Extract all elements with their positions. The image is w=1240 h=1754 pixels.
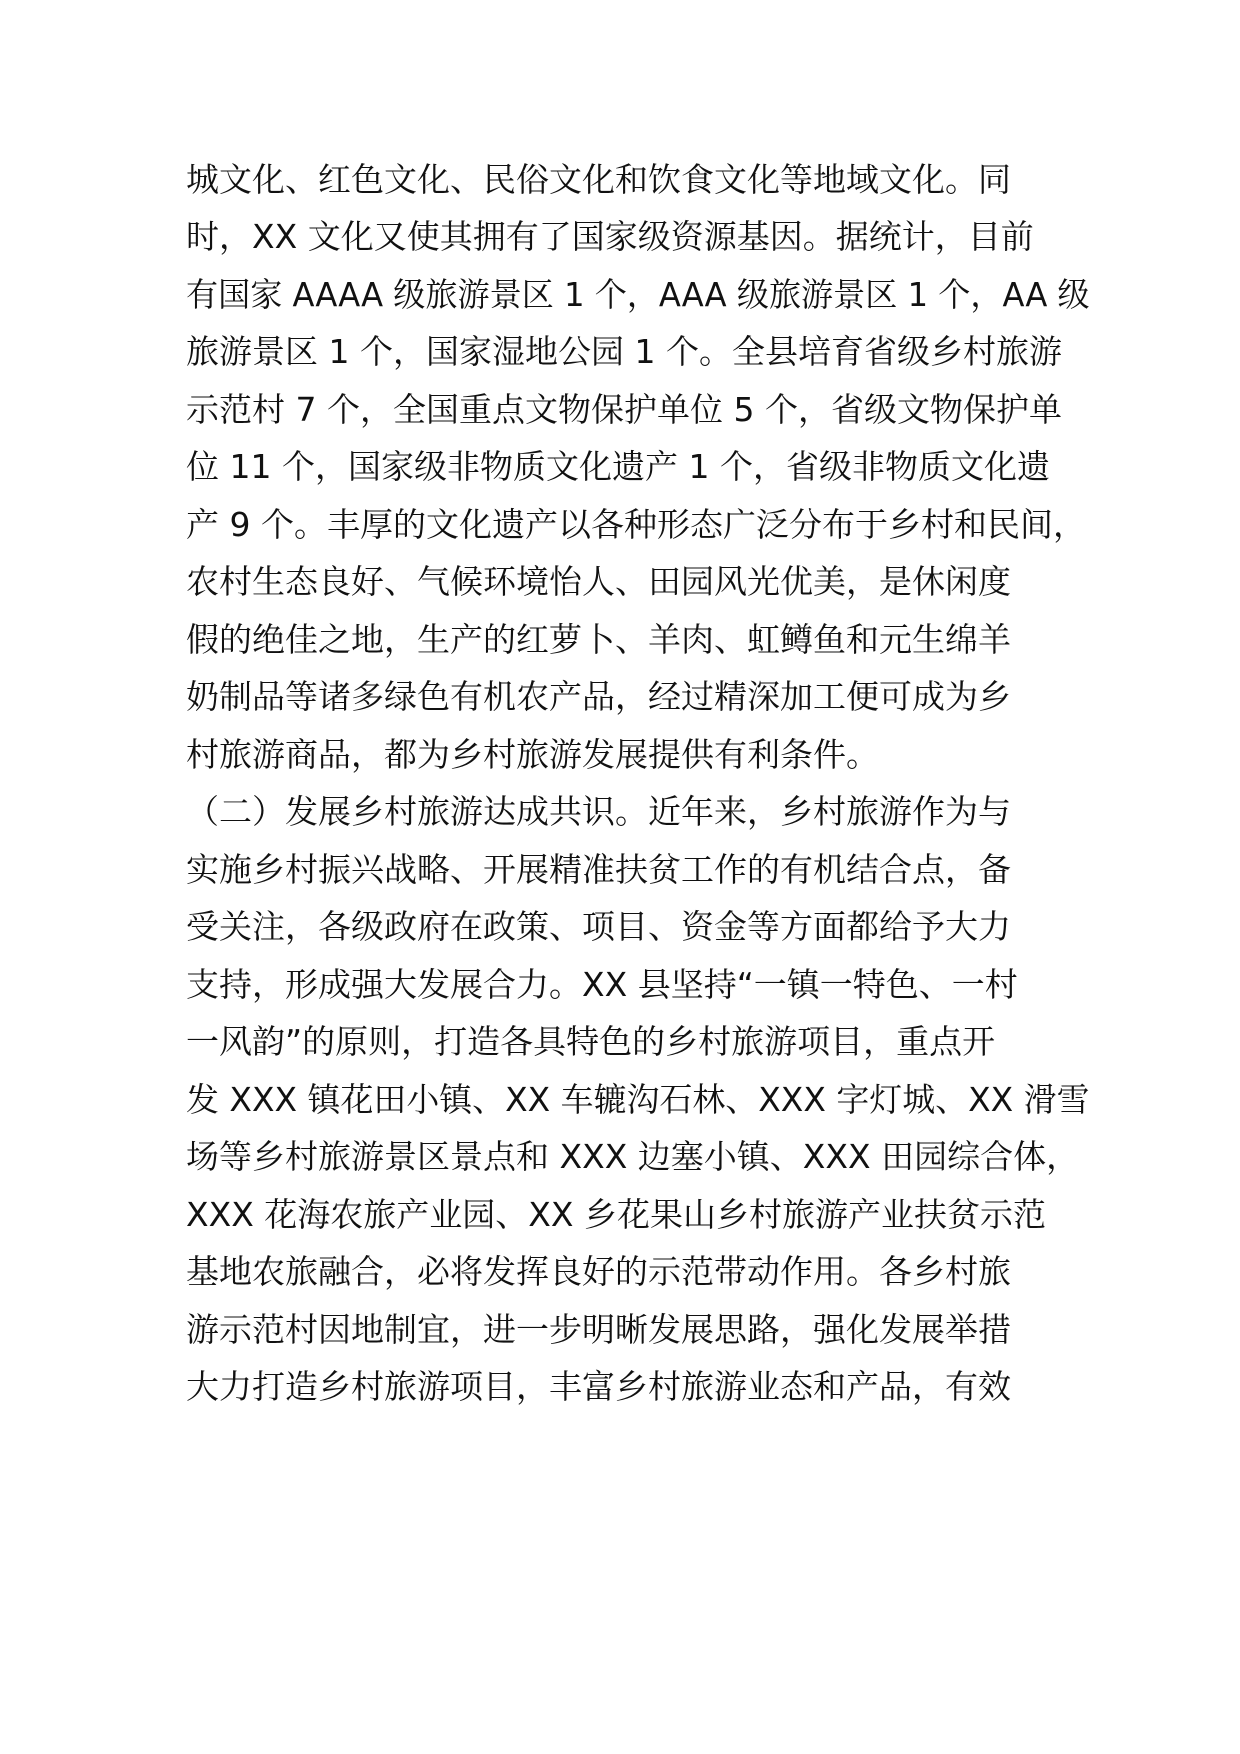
text-line: 实施乡村振兴战略、开展精准扶贫工作的有机结合点，备	[186, 850, 1011, 889]
text-line: 位 11 个，国家级非物质文化遗产 1 个，省级非物质文化遗	[186, 447, 1050, 486]
text-line: 大力打造乡村旅游项目，丰富乡村旅游业态和产品，有效	[186, 1367, 1011, 1406]
text-line: 产 9 个。丰厚的文化遗产以各种形态广泛分布于乡村和民间，	[186, 505, 1086, 544]
text-line: 有国家 AAAA 级旅游景区 1 个，AAA 级旅游景区 1 个，AA 级	[186, 275, 1090, 314]
section-heading-line: （二）发展乡村旅游达成共识。近年来，乡村旅游作为与	[186, 792, 1011, 831]
text-line: 旅游景区 1 个，国家湿地公园 1 个。全县培育省级乡村旅游	[186, 332, 1062, 371]
text-line: 发 XXX 镇花田小镇、XX 车辘沟石林、XXX 字灯城、XX 滑雪	[186, 1080, 1090, 1119]
text-line: 城文化、红色文化、民俗文化和饮食文化等地域文化。同	[186, 160, 1011, 199]
text-line: 假的绝佳之地，生产的红萝卜、羊肉、虹鳟鱼和元生绵羊	[186, 620, 1011, 659]
text-line: 农村生态良好、气候环境怡人、田园风光优美，是休闲度	[186, 562, 1011, 601]
text-line: 奶制品等诸多绿色有机农产品，经过精深加工便可成为乡	[186, 677, 1011, 716]
text-line: 受关注，各级政府在政策、项目、资金等方面都给予大力	[186, 907, 1011, 946]
text-line: 示范村 7 个，全国重点文物保护单位 5 个，省级文物保护单	[186, 390, 1062, 429]
text-line: 基地农旅融合，必将发挥良好的示范带动作用。各乡村旅	[186, 1252, 1011, 1291]
text-line: 时，XX 文化又使其拥有了国家级资源基因。据统计，目前	[186, 217, 1034, 256]
text-line: 场等乡村旅游景区景点和 XXX 边塞小镇、XXX 田园综合体，	[186, 1137, 1080, 1176]
text-line: 游示范村因地制宜，进一步明晰发展思路，强化发展举措	[186, 1310, 1011, 1349]
text-line: 支持，形成强大发展合力。XX 县坚持“一镇一特色、一村	[186, 965, 1018, 1004]
text-line: 一风韵”的原则，打造各具特色的乡村旅游项目，重点开	[186, 1022, 996, 1061]
text-line: XXX 花海农旅产业园、XX 乡花果山乡村旅游产业扶贫示范	[186, 1195, 1047, 1234]
text-line: 村旅游商品，都为乡村旅游发展提供有利条件。	[186, 735, 879, 774]
